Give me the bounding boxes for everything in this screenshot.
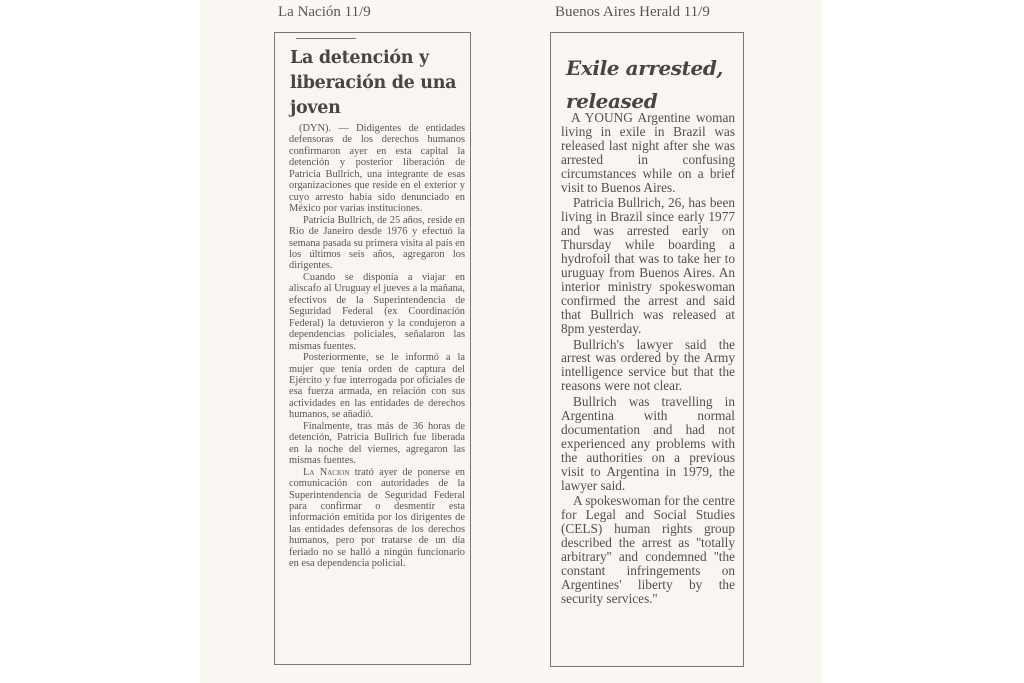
clipping-rule [296, 38, 356, 39]
article-paragraph: Bullrich's lawyer said the arrest was ordered by the Army intelligence service but that the reasons were not clear. [561, 336, 735, 394]
la-nacion-headline: La detención y liberación de una joven [290, 48, 457, 118]
right-source-label: Buenos Aires Herald 11/9 [555, 4, 710, 20]
article-paragraph: Patricia Bullrich, de 25 años, reside en Río de Janeiro desde 1976 y efectuó la semana pasada su primera visita al país en los últimos seis años, agregaron los dirigentes. [289, 214, 465, 272]
article-paragraph [289, 467, 465, 570]
paragraph-text: trató ayer de ponerse en comunicación con autoridades de la Superintendencia de Seguridad Federal para confirmar o desmentir esta información emitida por los dirigentes de las entidades defensoras de los derechos humanos, pero por tratarse de un día feriado no se halló a ningún funcionario en esa dependencia policial. [289, 466, 465, 570]
article-paragraph: Finalmente, tras más de 36 horas de detención, Patricia Bullrich fue liberada en la noche del viernes, agregaron las mismas fuentes. [289, 420, 465, 467]
newspaper-name: La Nacion [303, 466, 350, 478]
herald-headline: Exile arrested, released [566, 56, 723, 113]
left-source-label: La Nación 11/9 [278, 4, 371, 20]
article-paragraph: Cuando se disponía a viajar en aliscafo al Uruguay el jueves a la mañana, efectivos de la Superintendencia de Seguridad Federal (ex Coordinación Federal) la detuvieron y la condujeron a dependencias policiales, señalaron las mismas fuentes. [289, 271, 465, 352]
article-paragraph: Bullrich was travelling in Argentina with normal documentation and had not experienced any problems with the authorities on a previous visit to Argentina in 1979, the lawyer said. [561, 394, 735, 493]
article-paragraph: (DYN). — Didigentes de entidades defensoras de los derechos humanos confirmaron ayer en esta capital la detención y posterior liberación de Patricia Bullrich, una integrante de esas organizaciones que reside en el exterior y cuyo arresto había sido denunciado en México por varias instituciones. [289, 123, 465, 215]
article-paragraph: Posteriormente, se le informó a la mujer que tenía orden de captura del Ejército y fue interrogada por oficiales de esa fuerza armada, en relación con sus actividades en las entidades de derechos humanos, se añadió. [289, 352, 465, 421]
article-paragraph: A YOUNG Argentine woman living in exile in Brazil was released last night after she was arrested in confusing circumstances while on a brief visit to Buenos Aires. [561, 110, 735, 195]
article-paragraph: A spokeswoman for the centre for Legal and Social Studies (CELS) human rights group described the arrest as ''totally arbitrary'' and condemned ''the constant infringements on Argentines' liberty by the security services.'' [561, 493, 735, 606]
la-nacion-article-body [289, 123, 465, 570]
article-paragraph: Patricia Bullrich, 26, has been living in Brazil since early 1977 and was arrested early on Thursday while boarding a hydrofoil that was to take her to uruguay from Buenos Aires. An interior ministry spokeswoman confirmed the arrest and said that Bullrich was released at 8pm yesterday. [561, 195, 735, 336]
herald-article-body [561, 111, 735, 608]
